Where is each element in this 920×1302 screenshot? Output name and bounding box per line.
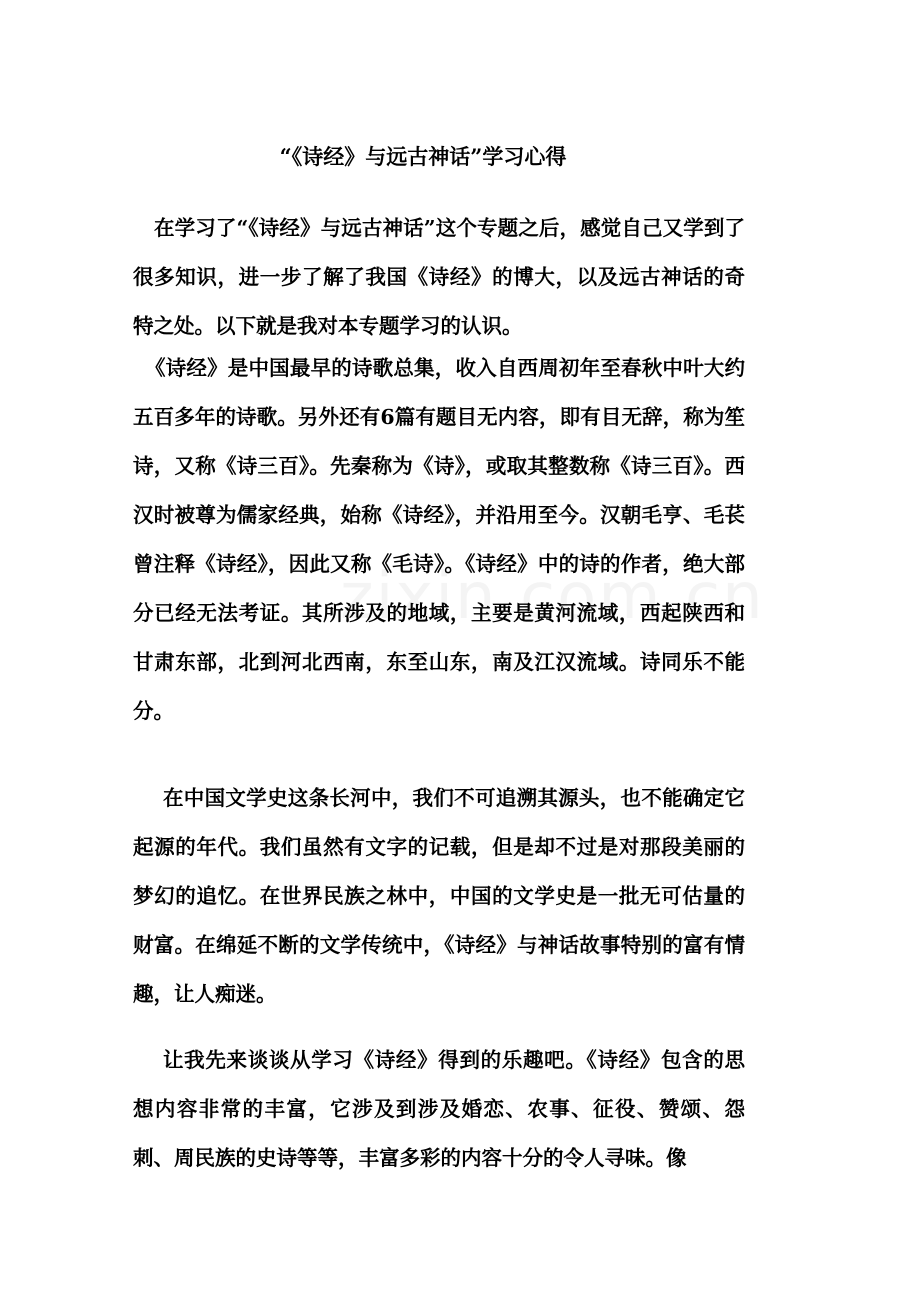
- paragraph-shijing-overview: 《诗经》是中国最早的诗歌总集，收入自西周初年至春秋中叶大约五百多年的诗歌。另外还有6篇有题目无内容，即有目无辞，称为笙诗，又称《诗三百》。先秦称为《诗》，或取其整数称《诗三百》。西汉时被尊为儒家经典，始称《诗经》，并沿用至今。汉朝毛亨、毛苌曾注释《诗经》，因此又称《毛诗》。《诗经》中的诗的作者，绝大部分已经无法考证。其所涉及的地域，主要是黄河流域，西起陕西和甘肃东部，北到河北西南，东至山东，南及江汉流域。诗同乐不能分。: [133, 356, 745, 723]
- document-title: “《诗经》与远古神话”学习心得: [279, 144, 567, 169]
- paragraph-intro: 在学习了“《诗经》与远古神话”这个专题之后，感觉自己又学到了很多知识，进一步了解了我国《诗经》的博大，以及远古神话的奇特之处。以下就是我对本专题学习的认识。: [133, 216, 745, 338]
- paragraph-shijing-enjoyment: 让我先来谈谈从学习《诗经》得到的乐趣吧。《诗经》包含的思想内容非常的丰富，它涉及到涉及婚恋、农事、征役、赞颂、怨刺、周民族的史诗等等，丰富多彩的内容十分的令人寻味。像: [133, 1048, 745, 1170]
- paragraph-literary-history: 在中国文学史这条长河中，我们不可追溯其源头，也不能确定它起源的年代。我们虽然有文字的记载，但是却不过是对那段美丽的梦幻的追忆。在世界民族之林中，中国的文学史是一批无可估量的财富。在绵延不断的文学传统中，《诗经》与神话故事特别的富有情趣，让人痴迷。: [133, 786, 745, 1006]
